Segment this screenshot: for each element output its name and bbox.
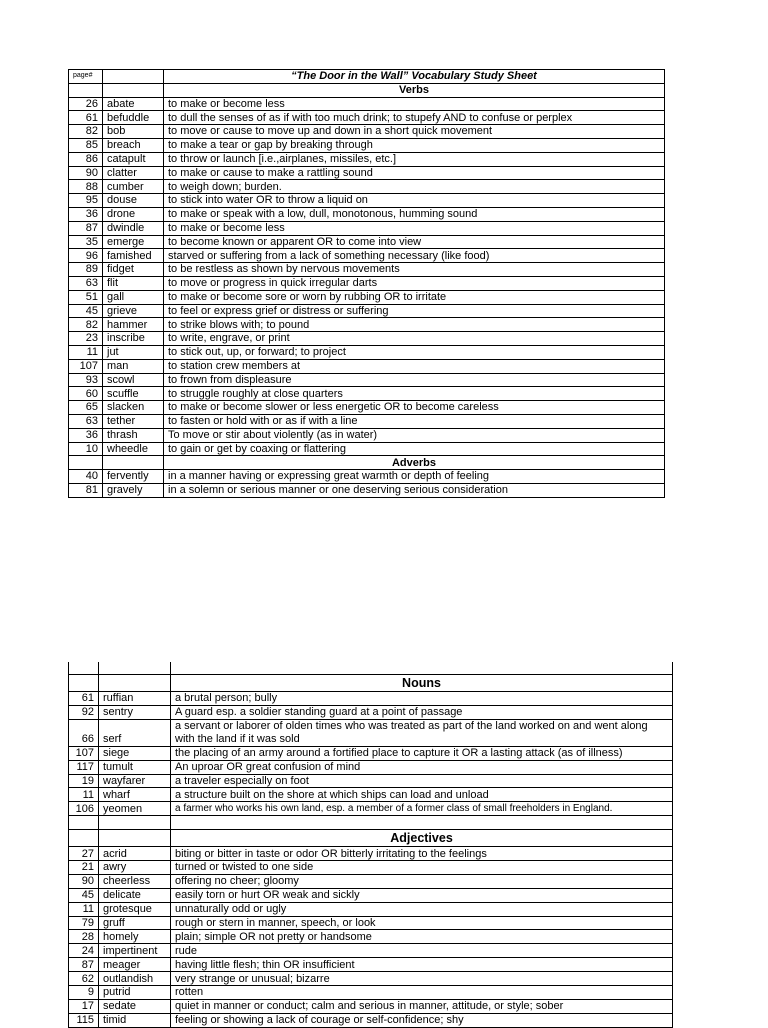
vocab-definition: to be restless as shown by nervous movements: [164, 263, 665, 277]
vocab-row: [69, 111, 665, 125]
vocab-row: [69, 263, 665, 277]
vocab-row: [69, 888, 673, 902]
vocab-word: serf: [99, 719, 171, 746]
vocab-row: [69, 861, 673, 875]
vocab-page-number: 65: [69, 401, 103, 415]
vocab-definition: to make a tear or gap by breaking through: [164, 138, 665, 152]
vocab-page-number: 36: [69, 207, 103, 221]
vocab-row: [69, 958, 673, 972]
vocab-row: [69, 760, 673, 774]
blank-row: [69, 662, 673, 675]
vocab-definition: quiet in manner or conduct; calm and serious in manner, attitude, or style; sober: [171, 999, 673, 1013]
vocab-definition: to station crew members at: [164, 359, 665, 373]
vocab-word: gruff: [99, 916, 171, 930]
vocab-word: cheerless: [99, 874, 171, 888]
vocab-row: [69, 276, 665, 290]
vocab-page-number: 61: [69, 111, 103, 125]
page-column-label: page#: [69, 70, 103, 84]
vocab-row: [69, 774, 673, 788]
vocab-word: drone: [103, 207, 164, 221]
vocab-page-number: 17: [69, 999, 99, 1013]
vocab-definition: a farmer who works his own land, esp. a member of a former class of small freeholders in England.: [171, 802, 673, 816]
vocab-row: [69, 318, 665, 332]
vocab-word: scuffle: [103, 387, 164, 401]
nouns-list: [69, 692, 673, 816]
vocab-page-number: 27: [69, 847, 99, 861]
vocab-definition: to move or progress in quick irregular darts: [164, 276, 665, 290]
adverbs-list: [69, 470, 665, 498]
vocab-page-number: 26: [69, 97, 103, 111]
vocab-word: fervently: [103, 470, 164, 484]
adverbs-header: Adverbs: [164, 456, 665, 470]
vocab-row: [69, 152, 665, 166]
vocab-page-number: 87: [69, 221, 103, 235]
vocab-row: [69, 972, 673, 986]
vocab-page-number: 92: [69, 705, 99, 719]
vocab-definition: to make or become slower or less energetic OR to become careless: [164, 401, 665, 415]
vocab-word: breach: [103, 138, 164, 152]
vocab-page-number: 10: [69, 442, 103, 456]
vocab-definition: rough or stern in manner, speech, or look: [171, 916, 673, 930]
vocab-definition: turned or twisted to one side: [171, 861, 673, 875]
vocab-page-number: 96: [69, 249, 103, 263]
vocab-row: [69, 207, 665, 221]
vocab-definition: A guard esp. a soldier standing guard at a point of passage: [171, 705, 673, 719]
vocab-word: hammer: [103, 318, 164, 332]
vocab-page-number: 79: [69, 916, 99, 930]
vocab-definition: biting or bitter in taste or odor OR bitterly irritating to the feelings: [171, 847, 673, 861]
vocab-definition: to gain or get by coaxing or flattering: [164, 442, 665, 456]
vocab-word: tumult: [99, 760, 171, 774]
vocab-row: [69, 221, 665, 235]
vocab-definition: plain; simple OR not pretty or handsome: [171, 930, 673, 944]
vocab-word: impertinent: [99, 944, 171, 958]
vocab-page-number: 51: [69, 290, 103, 304]
vocab-row: [69, 802, 673, 816]
vocab-row: [69, 290, 665, 304]
vocab-word: acrid: [99, 847, 171, 861]
vocab-definition: a traveler especially on foot: [171, 774, 673, 788]
vocab-definition: very strange or unusual; bizarre: [171, 972, 673, 986]
vocab-row: [69, 125, 665, 139]
vocab-page-number: 11: [69, 902, 99, 916]
vocab-row: [69, 180, 665, 194]
vocab-page-number: 106: [69, 802, 99, 816]
vocab-word: grieve: [103, 304, 164, 318]
vocab-definition: rotten: [171, 986, 673, 1000]
vocab-word: delicate: [99, 888, 171, 902]
vocab-page-number: 28: [69, 930, 99, 944]
vocab-definition: to write, engrave, or print: [164, 332, 665, 346]
vocab-word: awry: [99, 861, 171, 875]
vocab-word: bob: [103, 125, 164, 139]
vocab-row: [69, 692, 673, 706]
vocab-definition: unnaturally odd or ugly: [171, 902, 673, 916]
vocab-page-number: 87: [69, 958, 99, 972]
vocab-page-number: 86: [69, 152, 103, 166]
vocab-word: tether: [103, 414, 164, 428]
vocab-page-number: 90: [69, 874, 99, 888]
vocab-word: homely: [99, 930, 171, 944]
vocab-row: [69, 986, 673, 1000]
vocab-definition: to make or become less: [164, 97, 665, 111]
vocab-page-number: 24: [69, 944, 99, 958]
vocab-page-number: 82: [69, 318, 103, 332]
vocab-word: catapult: [103, 152, 164, 166]
vocab-page-number: 66: [69, 719, 99, 746]
vocab-page-number: 88: [69, 180, 103, 194]
vocab-definition: a servant or laborer of olden times who was treated as part of the land worked on and went along with the land if it was sold: [171, 719, 673, 746]
adjectives-header: Adjectives: [171, 830, 673, 847]
sheet-title: “The Door in the Wall” Vocabulary Study Sheet: [164, 70, 665, 84]
vocab-word: outlandish: [99, 972, 171, 986]
vocab-page-number: 36: [69, 428, 103, 442]
vocab-definition: rude: [171, 944, 673, 958]
nouns-header-row: [69, 675, 673, 692]
vocab-word: siege: [99, 746, 171, 760]
vocab-page-number: 23: [69, 332, 103, 346]
vocab-definition: to throw or launch [i.e.,airplanes, missiles, etc.]: [164, 152, 665, 166]
vocab-page-number: 85: [69, 138, 103, 152]
title-row: [69, 70, 665, 84]
vocab-definition: having little flesh; thin OR insufficient: [171, 958, 673, 972]
adjectives-header-row: [69, 830, 673, 847]
vocab-definition: feeling or showing a lack of courage or self-confidence; shy: [171, 1013, 673, 1027]
vocab-word: inscribe: [103, 332, 164, 346]
vocab-row: [69, 235, 665, 249]
vocab-word: sentry: [99, 705, 171, 719]
vocab-definition: To move or stir about violently (as in water): [164, 428, 665, 442]
vocab-row: [69, 345, 665, 359]
vocab-row: [69, 999, 673, 1013]
vocab-row: [69, 930, 673, 944]
vocab-row: [69, 97, 665, 111]
vocab-page-number: 45: [69, 888, 99, 902]
vocab-word: famished: [103, 249, 164, 263]
vocab-row: [69, 359, 665, 373]
spacer-row: [69, 816, 673, 830]
vocab-row: [69, 442, 665, 456]
vocab-row: [69, 304, 665, 318]
vocab-page-number: 63: [69, 276, 103, 290]
vocab-word: man: [103, 359, 164, 373]
vocab-row: [69, 401, 665, 415]
vocab-definition: to frown from displeasure: [164, 373, 665, 387]
vocab-page-number: 21: [69, 861, 99, 875]
vocab-word: fidget: [103, 263, 164, 277]
vocab-definition: to fasten or hold with or as if with a line: [164, 414, 665, 428]
vocab-row: [69, 874, 673, 888]
vocab-word: timid: [99, 1013, 171, 1027]
vocab-page-number: 81: [69, 483, 103, 497]
vocab-word: clatter: [103, 166, 164, 180]
vocab-page-number: 117: [69, 760, 99, 774]
vocab-row: [69, 332, 665, 346]
verbs-header: Verbs: [164, 83, 665, 97]
vocab-definition: to weigh down; burden.: [164, 180, 665, 194]
vocab-word: thrash: [103, 428, 164, 442]
adverbs-header-row: [69, 456, 665, 470]
vocab-definition: a brutal person; bully: [171, 692, 673, 706]
vocab-word: scowl: [103, 373, 164, 387]
vocab-word: cumber: [103, 180, 164, 194]
vocab-definition: An uproar OR great confusion of mind: [171, 760, 673, 774]
vocab-row: [69, 902, 673, 916]
vocab-word: wharf: [99, 788, 171, 802]
vocab-page-number: 40: [69, 470, 103, 484]
vocab-page-number: 62: [69, 972, 99, 986]
vocab-word: befuddle: [103, 111, 164, 125]
vocab-definition: to make or become less: [164, 221, 665, 235]
vocab-word: abate: [103, 97, 164, 111]
vocab-word: meager: [99, 958, 171, 972]
vocab-page-number: 89: [69, 263, 103, 277]
vocab-row: [69, 788, 673, 802]
vocab-page-number: 90: [69, 166, 103, 180]
table1-body: [69, 70, 665, 98]
vocab-page-number: 45: [69, 304, 103, 318]
vocab-definition: to feel or express grief or distress or suffering: [164, 304, 665, 318]
vocab-definition: to stick into water OR to throw a liquid on: [164, 194, 665, 208]
vocab-definition: the placing of an army around a fortified place to capture it OR a lasting attack (as of illness): [171, 746, 673, 760]
verbs-header-row: [69, 83, 665, 97]
vocab-word: grotesque: [99, 902, 171, 916]
vocab-row: [69, 470, 665, 484]
vocab-word: putrid: [99, 986, 171, 1000]
vocab-page-number: 93: [69, 373, 103, 387]
vocab-row: [69, 166, 665, 180]
vocab-page-number: 9: [69, 986, 99, 1000]
vocab-page-number: 107: [69, 746, 99, 760]
vocab-row: [69, 194, 665, 208]
adjectives-section: [69, 816, 673, 847]
vocab-word: wheedle: [103, 442, 164, 456]
vocab-row: [69, 705, 673, 719]
vocab-row: [69, 373, 665, 387]
adjectives-list: [69, 847, 673, 1028]
vocab-row: [69, 428, 665, 442]
vocab-definition: to dull the senses of as if with too much drink; to stupefy AND to confuse or perplex: [164, 111, 665, 125]
vocab-row: [69, 944, 673, 958]
vocab-word: yeomen: [99, 802, 171, 816]
vocab-word: flit: [103, 276, 164, 290]
nouns-header: Nouns: [171, 675, 673, 692]
vocab-definition: to struggle roughly at close quarters: [164, 387, 665, 401]
vocab-row: [69, 483, 665, 497]
vocab-row: [69, 719, 673, 746]
vocab-page-number: 63: [69, 414, 103, 428]
vocab-row: [69, 746, 673, 760]
vocab-page-number: 60: [69, 387, 103, 401]
vocab-definition: a structure built on the shore at which ships can load and unload: [171, 788, 673, 802]
vocab-definition: to move or cause to move up and down in a short quick movement: [164, 125, 665, 139]
vocab-definition: in a solemn or serious manner or one deserving serious consideration: [164, 483, 665, 497]
vocab-row: [69, 1013, 673, 1027]
vocab-page-number: 95: [69, 194, 103, 208]
vocab-word: ruffian: [99, 692, 171, 706]
vocab-page-number: 11: [69, 345, 103, 359]
vocab-word: emerge: [103, 235, 164, 249]
vocab-definition: to strike blows with; to pound: [164, 318, 665, 332]
vocab-definition: in a manner having or expressing great warmth or depth of feeling: [164, 470, 665, 484]
vocab-definition: to make or speak with a low, dull, monotonous, humming sound: [164, 207, 665, 221]
adverbs-section: [69, 456, 665, 470]
vocab-definition: to make or cause to make a rattling sound: [164, 166, 665, 180]
vocab-word: sedate: [99, 999, 171, 1013]
vocab-row: [69, 249, 665, 263]
vocab-word: wayfarer: [99, 774, 171, 788]
vocab-page-number: 11: [69, 788, 99, 802]
vocab-word: gravely: [103, 483, 164, 497]
vocab-row: [69, 916, 673, 930]
vocab-definition: easily torn or hurt OR weak and sickly: [171, 888, 673, 902]
vocab-definition: to stick out, up, or forward; to project: [164, 345, 665, 359]
vocab-word: douse: [103, 194, 164, 208]
vocab-definition: starved or suffering from a lack of something necessary (like food): [164, 249, 665, 263]
vocabulary-table-verbs-adverbs: [68, 69, 665, 498]
vocab-page-number: 82: [69, 125, 103, 139]
vocab-word: jut: [103, 345, 164, 359]
vocab-row: [69, 387, 665, 401]
vocab-row: [69, 138, 665, 152]
vocab-page-number: 115: [69, 1013, 99, 1027]
verbs-list: [69, 97, 665, 456]
vocab-page-number: 35: [69, 235, 103, 249]
vocab-word: slacken: [103, 401, 164, 415]
vocabulary-table-nouns-adjectives: [68, 662, 673, 1028]
vocab-word: dwindle: [103, 221, 164, 235]
vocab-page-number: 19: [69, 774, 99, 788]
vocab-page-number: 61: [69, 692, 99, 706]
table2-top: [69, 662, 673, 692]
vocab-row: [69, 414, 665, 428]
vocab-word: gall: [103, 290, 164, 304]
vocab-page-number: 107: [69, 359, 103, 373]
vocab-row: [69, 847, 673, 861]
vocab-definition: to make or become sore or worn by rubbing OR to irritate: [164, 290, 665, 304]
vocab-definition: to become known or apparent OR to come into view: [164, 235, 665, 249]
vocab-definition: offering no cheer; gloomy: [171, 874, 673, 888]
